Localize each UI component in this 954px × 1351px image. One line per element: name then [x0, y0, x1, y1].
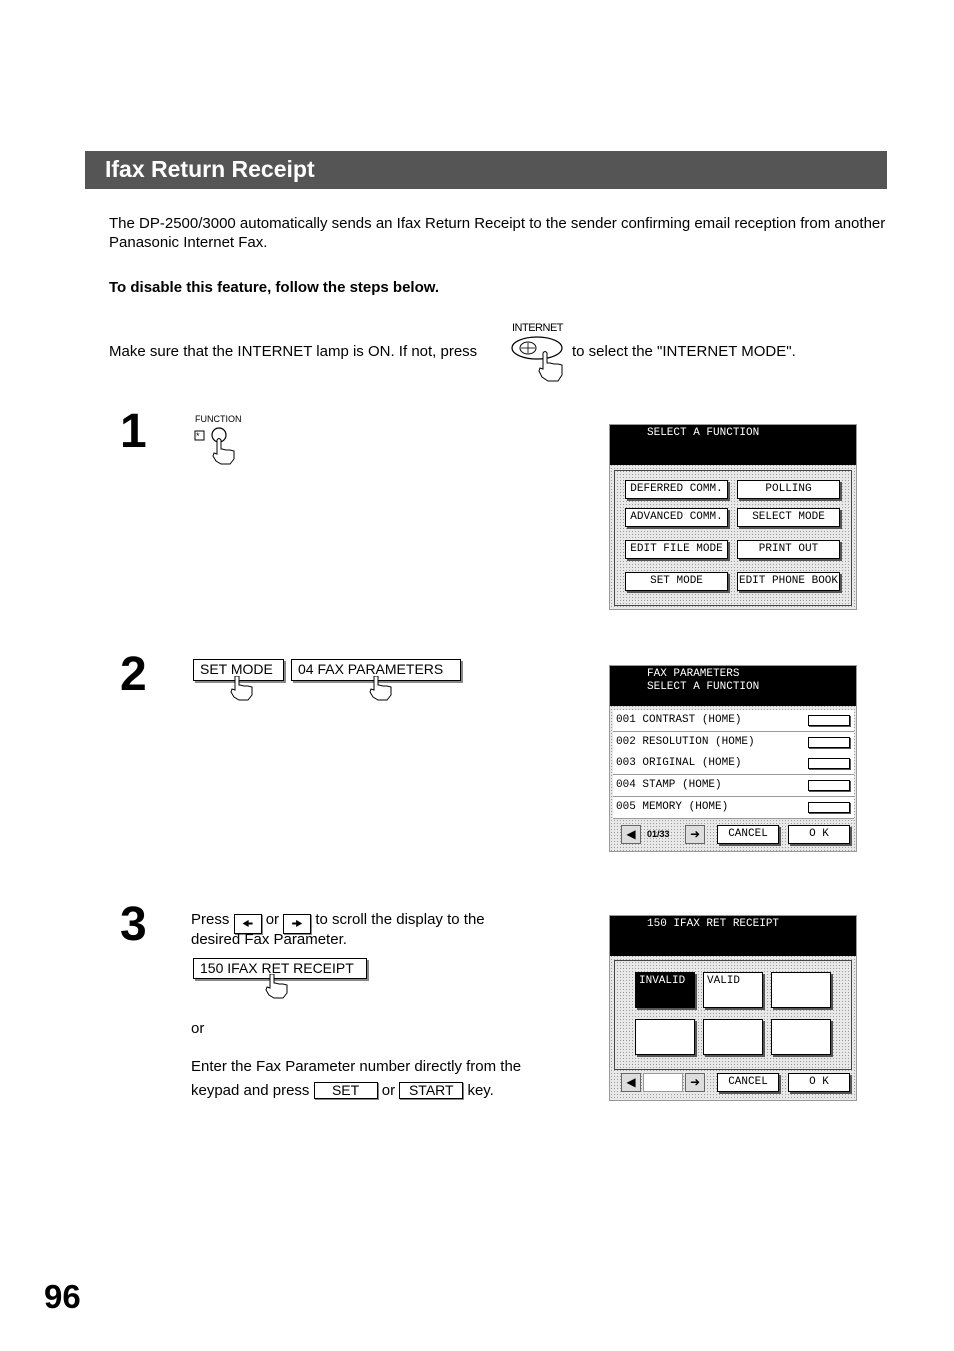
row-select-button[interactable]	[808, 758, 850, 769]
row-select-button[interactable]	[808, 737, 850, 748]
step-2-nav-bar	[613, 822, 853, 847]
internet-button-icon	[510, 335, 570, 383]
set-mode-key[interactable]: SET MODE	[193, 659, 284, 681]
svg-text:*: *	[196, 431, 200, 441]
cancel-button[interactable]: CANCEL	[717, 1073, 779, 1092]
deferred-comm-button[interactable]: DEFERRED COMM.	[625, 480, 728, 499]
ifax-ret-receipt-key[interactable]: 150 IFAX RET RECEIPT	[193, 958, 367, 979]
row-select-button[interactable]	[808, 715, 850, 726]
empty-option	[771, 1019, 831, 1055]
internet-key[interactable]	[510, 322, 570, 384]
step-3-press-line: Press 🠜 or 🠞 to scroll the display to the	[191, 910, 485, 934]
step-3-number: 3	[120, 898, 147, 951]
invalid-option[interactable]: INVALID	[635, 972, 695, 1008]
set-mode-button[interactable]: SET MODE	[625, 572, 728, 591]
step-3-enter-text-1: Enter the Fax Parameter number directly from the	[191, 1058, 522, 1075]
step-1-number: 1	[120, 405, 147, 458]
ok-button[interactable]: O K	[788, 1073, 850, 1092]
step-3-enter-line-2: keypad and press SET or START key.	[191, 1082, 494, 1099]
parameter-row[interactable]: 002 RESOLUTION (HOME)	[613, 732, 854, 754]
scroll-right-arrow-icon[interactable]: ➜	[685, 1073, 705, 1092]
section-title: Ifax Return Receipt	[105, 156, 315, 182]
step-2-screen-header: FAX PARAMETERS SELECT A FUNCTION	[610, 666, 856, 706]
set-key[interactable]: SET	[314, 1082, 378, 1099]
empty-option	[703, 1019, 763, 1055]
step-3-screen-header: 150 IFAX RET RECEIPT	[610, 916, 856, 956]
step-2-screen	[609, 665, 857, 852]
step-1-screen	[609, 424, 857, 610]
hand-press-icon	[229, 676, 259, 702]
function-button-icon	[193, 426, 248, 466]
parameter-row[interactable]: 005 MEMORY (HOME)	[613, 797, 854, 819]
edit-phone-book-button[interactable]: EDIT PHONE BOOK	[737, 572, 840, 591]
fax-parameters-key[interactable]: 04 FAX PARAMETERS	[291, 659, 461, 681]
step-3-nav-bar	[613, 1070, 853, 1095]
page-number: 96	[44, 1278, 81, 1315]
right-arrow-key-icon[interactable]: 🠞	[283, 914, 311, 934]
scroll-left-arrow-icon[interactable]: ◀	[621, 1073, 641, 1092]
step-3-screen	[609, 915, 857, 1101]
print-out-button[interactable]: PRINT OUT	[737, 540, 840, 559]
polling-button[interactable]: POLLING	[737, 480, 840, 499]
page-indicator: 01/33	[647, 829, 670, 839]
parameter-row[interactable]: 003 ORIGINAL (HOME)	[613, 753, 854, 775]
hand-press-icon	[368, 676, 398, 702]
internet-key-label: INTERNET	[512, 322, 563, 334]
intro-text: The DP-2500/3000 automatically sends an Ifax Return Receipt to the sender confirming email reception from another Panasonic Internet Fax.	[109, 215, 886, 251]
function-key-label: FUNCTION	[195, 414, 242, 424]
scroll-left-arrow-icon[interactable]: ◀	[621, 825, 641, 844]
internet-note-after: to select the "INTERNET MODE".	[572, 343, 796, 360]
valid-option[interactable]: VALID	[703, 972, 763, 1008]
cancel-button[interactable]: CANCEL	[717, 825, 779, 844]
empty-option	[771, 972, 831, 1008]
section-title-bar	[85, 151, 887, 189]
function-key[interactable]	[193, 414, 253, 466]
edit-file-mode-button[interactable]: EDIT FILE MODE	[625, 540, 728, 559]
internet-note-before: Make sure that the INTERNET lamp is ON. If not, press	[109, 343, 478, 360]
step-3-scroll-text-2: desired Fax Parameter.	[191, 931, 347, 948]
advanced-comm-button[interactable]: ADVANCED COMM.	[625, 508, 728, 527]
disable-heading: To disable this feature, follow the steps below.	[109, 279, 440, 296]
scroll-right-arrow-icon[interactable]: ➜	[685, 825, 705, 844]
left-arrow-key-icon[interactable]: 🠜	[234, 914, 262, 934]
select-mode-button[interactable]: SELECT MODE	[737, 508, 840, 527]
step-2-number: 2	[120, 648, 147, 701]
parameter-row[interactable]: 004 STAMP (HOME)	[613, 775, 854, 797]
row-select-button[interactable]	[808, 780, 850, 791]
step-1-screen-header: SELECT A FUNCTION	[610, 425, 856, 465]
row-select-button[interactable]	[808, 802, 850, 813]
ok-button[interactable]: O K	[788, 825, 850, 844]
empty-option	[635, 1019, 695, 1055]
hand-press-icon	[264, 974, 294, 1000]
start-key[interactable]: START	[399, 1082, 463, 1099]
parameter-row[interactable]: 001 CONTRAST (HOME)	[613, 710, 854, 732]
step-3-or: or	[191, 1020, 205, 1037]
